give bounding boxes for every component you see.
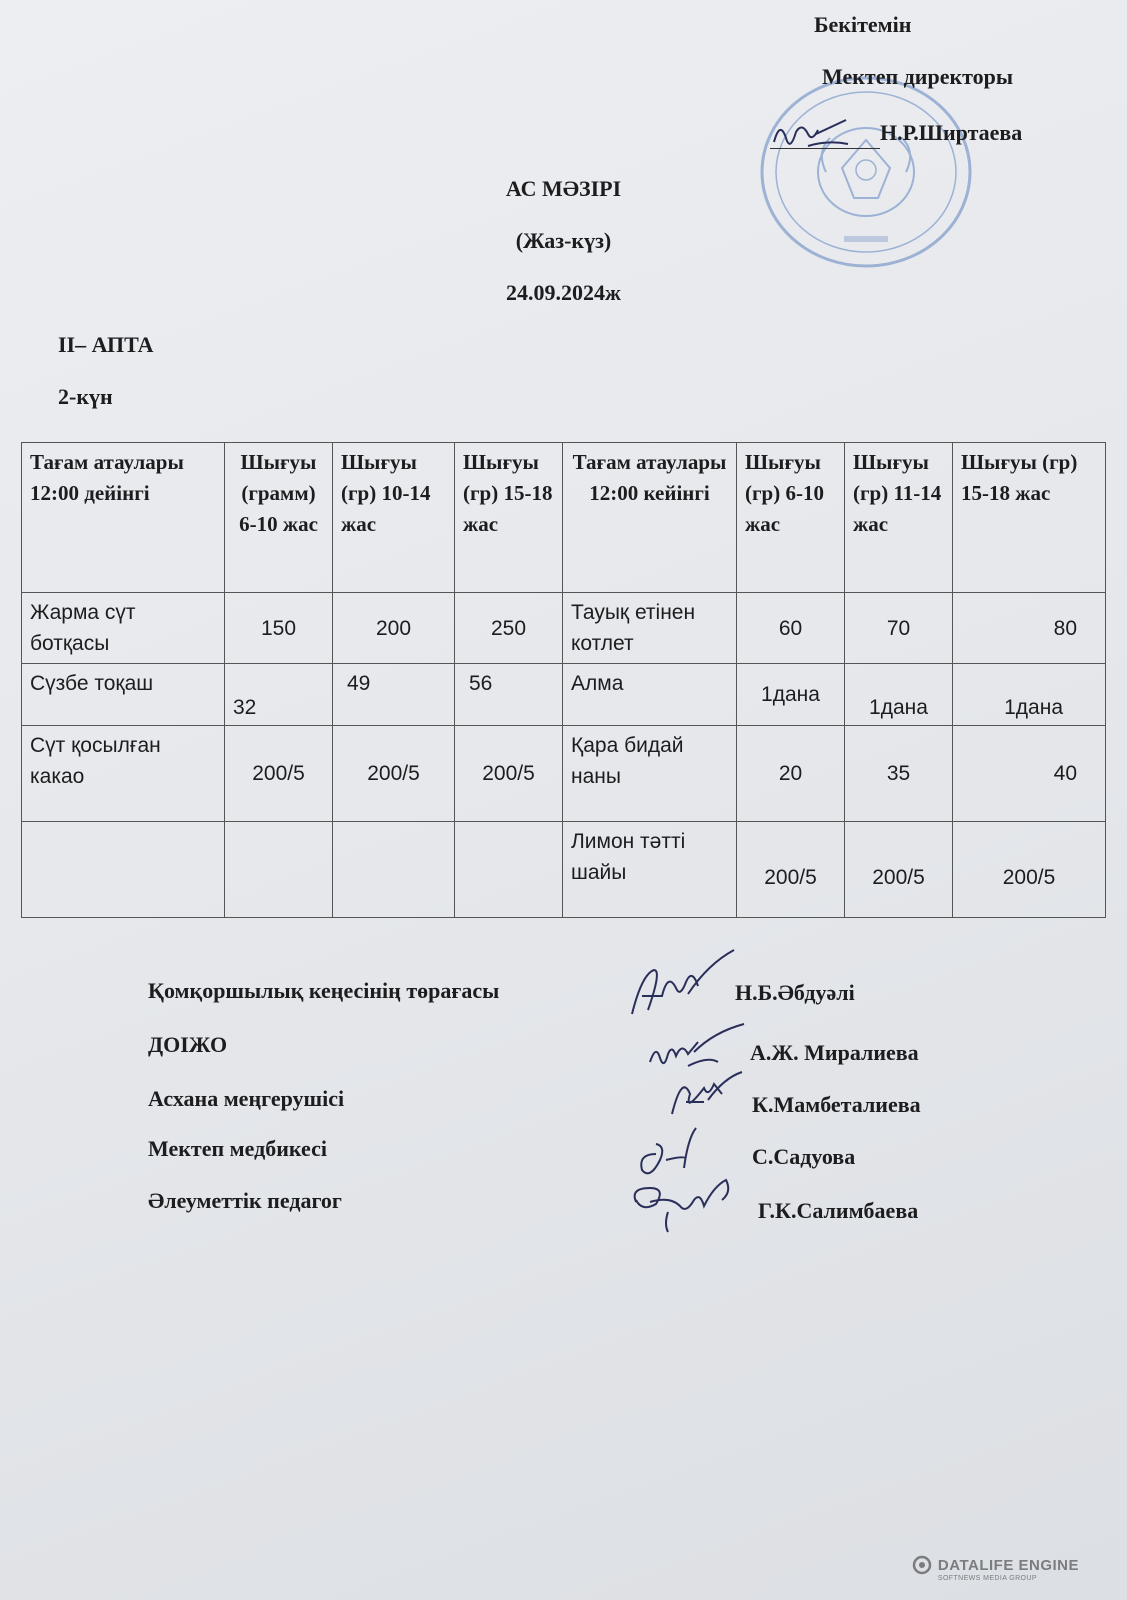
watermark xyxy=(912,1555,1079,1582)
portion-cell: 40 xyxy=(953,726,1106,822)
watermark-subtitle: SOFTNEWS MEDIA GROUP xyxy=(937,1575,1037,1582)
portion-cell: 200/5 xyxy=(225,726,333,822)
table-row xyxy=(22,726,1106,822)
column-header: Шығуы (гр) 15-18 жас xyxy=(953,443,1106,593)
portion-cell: 250 xyxy=(455,593,563,664)
column-header: Тағам атаулары 12:00 дейінгі xyxy=(22,443,225,593)
portion-cell: 70 xyxy=(845,593,953,664)
dish-name-cell: Тауық етінен котлет xyxy=(563,593,737,664)
dish-name-cell xyxy=(22,822,225,918)
dish-name-cell: Жарма сүт ботқасы xyxy=(22,593,225,664)
table-row xyxy=(22,664,1106,726)
portion-cell: 200/5 xyxy=(333,726,455,822)
signatory-name: А.Ж. Миралиева xyxy=(750,1040,919,1065)
portion-cell: 150 xyxy=(225,593,333,664)
signatory-role: Асхана меңгерушісі xyxy=(148,1086,345,1111)
signatory-name: Н.Б.Әбдуәлі xyxy=(735,980,855,1005)
signatory-role: Әлеуметтік педагог xyxy=(148,1188,342,1213)
portion-cell: 35 xyxy=(845,726,953,822)
portion-cell: 1дана xyxy=(737,664,845,726)
table-row xyxy=(22,593,1106,664)
portion-cell xyxy=(455,822,563,918)
portion-cell: 200/5 xyxy=(953,822,1106,918)
signature-social-pedagogue xyxy=(628,1172,744,1236)
dish-name-cell: Сүзбе тоқаш xyxy=(22,664,225,726)
approval-title: Бекітемін xyxy=(814,12,912,37)
day-label: 2-күн xyxy=(58,384,113,409)
portion-cell: 60 xyxy=(737,593,845,664)
portion-cell xyxy=(333,822,455,918)
dish-name-cell: Сүт қосылған какао xyxy=(22,726,225,822)
table-row xyxy=(22,822,1106,918)
approval-role: Мектеп директоры xyxy=(822,64,1014,89)
portion-cell: 200/5 xyxy=(845,822,953,918)
portion-cell: 200/5 xyxy=(737,822,845,918)
column-header: Шығуы (гр) 10-14 жас xyxy=(333,443,455,593)
director-signature xyxy=(768,112,858,162)
approval-name: Н.Р.Ширтаева xyxy=(880,120,1023,145)
menu-date: 24.09.2024ж xyxy=(506,280,621,305)
portion-cell: 200/5 xyxy=(455,726,563,822)
signatory-role: ДОІЖО xyxy=(148,1032,228,1057)
dish-name-cell: Қара бидай наны xyxy=(563,726,737,822)
signatory-role: Мектеп медбикесі xyxy=(148,1136,327,1161)
column-header: Шығуы (гр) 11-14 жас xyxy=(845,443,953,593)
portion-cell: 1дана xyxy=(953,664,1106,726)
portion-cell xyxy=(225,822,333,918)
column-header: Тағам атаулары 12:00 кейінгі xyxy=(563,443,737,593)
menu-table xyxy=(21,442,1106,918)
menu-title: АС МӘЗІРІ xyxy=(505,176,622,201)
datalife-logo-icon xyxy=(912,1555,932,1575)
table-header-row xyxy=(22,443,1106,593)
column-header: Шығуы (гр) 15-18 жас xyxy=(455,443,563,593)
portion-cell: 56 xyxy=(455,664,563,726)
watermark-title: DATALIFE ENGINE xyxy=(937,1556,1079,1574)
portion-cell: 49 xyxy=(333,664,455,726)
column-header: Шығуы (грамм) 6-10 жас xyxy=(225,443,333,593)
portion-cell: 1дана xyxy=(845,664,953,726)
column-header: Шығуы (гр) 6-10 жас xyxy=(737,443,845,593)
signatory-name: С.Садуова xyxy=(752,1144,856,1169)
portion-cell: 20 xyxy=(737,726,845,822)
signature-canteen-head xyxy=(666,1070,746,1130)
portion-cell: 32 xyxy=(225,664,333,726)
portion-cell: 80 xyxy=(953,593,1106,664)
menu-season: (Жаз-күз) xyxy=(515,228,612,253)
signatory-name: Г.К.Салимбаева xyxy=(758,1198,919,1223)
portion-cell: 200 xyxy=(333,593,455,664)
signature-chairman xyxy=(628,948,738,1028)
signatory-name: К.Мамбеталиева xyxy=(752,1092,921,1117)
dish-name-cell: Алма xyxy=(563,664,737,726)
week-label: II– АПТА xyxy=(58,332,154,357)
dish-name-cell: Лимон тәтті шайы xyxy=(563,822,737,918)
signatory-role: Қомқоршылық кеңесінің төрағасы xyxy=(148,978,500,1003)
